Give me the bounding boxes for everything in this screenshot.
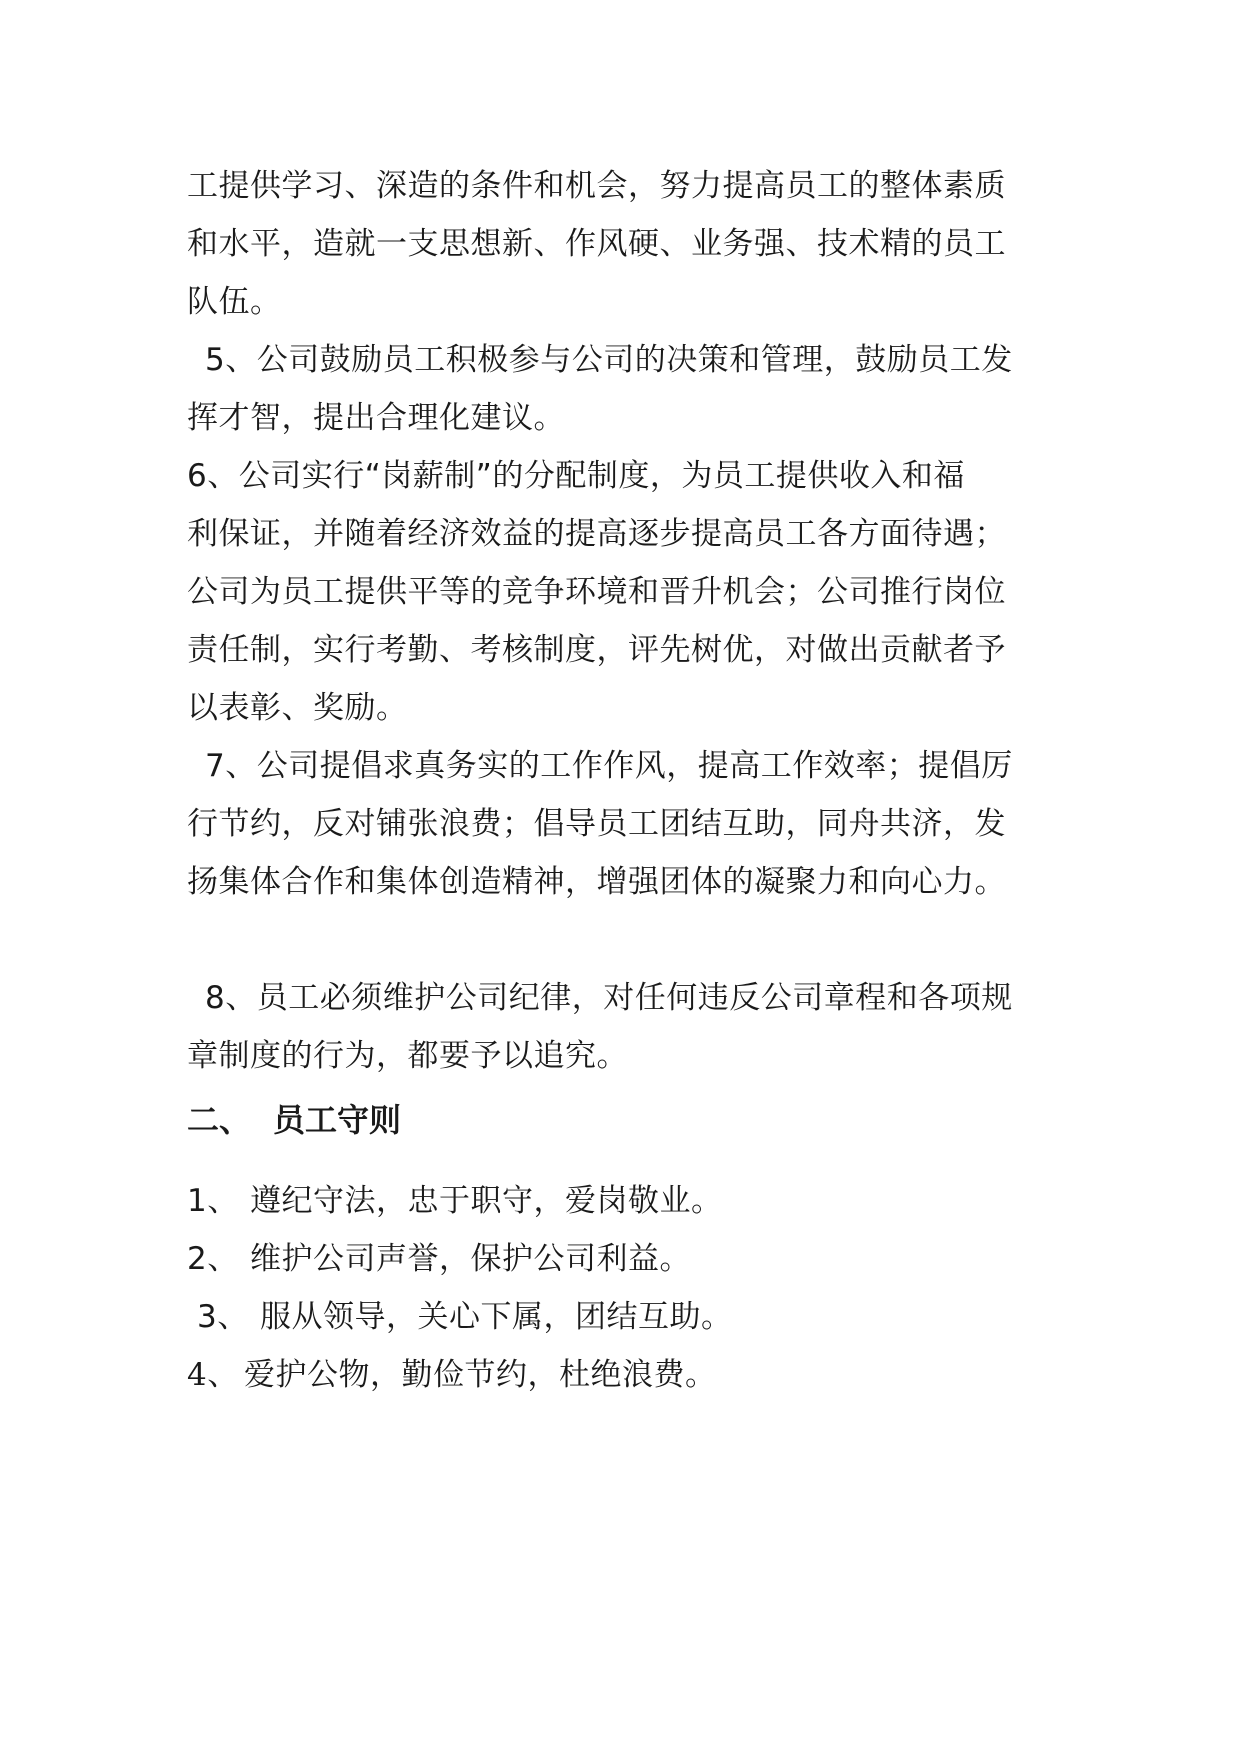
paragraph-line: 7、公司提倡求真务实的工作作风，提高工作效率；提倡厉 (205, 748, 1013, 784)
paragraph-line: 行节约，反对铺张浪费；倡导员工团结互助，同舟共济，发 (187, 806, 1006, 842)
paragraph-line: 公司为员工提供平等的竞争环境和晋升机会；公司推行岗位 (187, 574, 1006, 610)
list-item-number: 4、 (187, 1357, 239, 1393)
paragraph-line: 责任制，实行考勤、考核制度，评先树优，对做出贡献者予 (187, 632, 1006, 668)
paragraph-line: 工提供学习、深造的条件和机会，努力提高员工的整体素质 (187, 168, 1006, 204)
section-title: 员工守则 (273, 1101, 402, 1139)
paragraph-line: 6、公司实行“岗薪制”的分配制度，为员工提供收入和福 (187, 458, 965, 494)
list-item-text: 爱护公物，勤俭节约，杜绝浪费。 (244, 1357, 717, 1393)
paragraph-line: 利保证，并随着经济效益的提高逐步提高员工各方面待遇； (187, 516, 1006, 552)
paragraph-line: 以表彰、奖励。 (187, 690, 408, 726)
list-item-number: 1、 (187, 1183, 239, 1219)
list-item (187, 1355, 717, 1395)
list-item-number: 3、 (197, 1299, 249, 1335)
list-item (187, 1181, 723, 1221)
list-item-number: 2、 (187, 1241, 239, 1277)
section-heading (187, 1100, 401, 1140)
paragraph-line: 8、员工必须维护公司纪律，对任何违反公司章程和各项规 (205, 980, 1013, 1016)
paragraph-line: 章制度的行为，都要予以追究。 (187, 1038, 628, 1074)
list-item-text: 维护公司声誉，保护公司利益。 (250, 1241, 691, 1277)
paragraph-line: 扬集体合作和集体创造精神，增强团体的凝聚力和向心力。 (187, 864, 1006, 900)
list-item-text: 服从领导，关心下属，团结互助。 (260, 1299, 733, 1335)
paragraph-line: 5、公司鼓励员工积极参与公司的决策和管理，鼓励员工发 (205, 342, 1013, 378)
section-number: 二、 (187, 1101, 252, 1139)
paragraph-line: 挥才智，提出合理化建议。 (187, 400, 565, 436)
list-item (197, 1297, 733, 1337)
list-item-text: 遵纪守法，忠于职守，爱岗敬业。 (250, 1183, 723, 1219)
paragraph-line: 和水平，造就一支思想新、作风硬、业务强、技术精的员工 (187, 226, 1006, 262)
paragraph-line: 队伍。 (187, 284, 282, 320)
list-item (187, 1239, 691, 1279)
